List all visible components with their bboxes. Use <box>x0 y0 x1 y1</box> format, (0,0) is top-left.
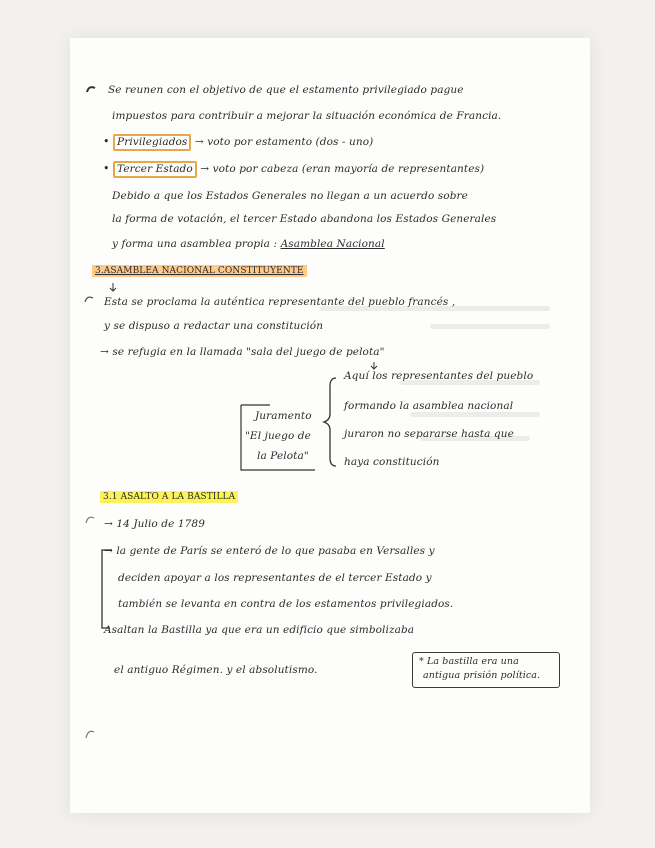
bullet-dot: • <box>103 162 110 175</box>
bastilla-heading <box>100 492 238 502</box>
privilegiados-detail: → voto por estamento (dos - uno) <box>194 136 374 148</box>
bastilla-date: → 14 Julio de 1789 <box>104 518 205 530</box>
asamblea-line-3: → se refugia en la llamada "sala del juego de pelota" <box>100 346 385 358</box>
asamblea-line-1: Esta se proclama la auténtica representante del pueblo francés , <box>104 296 456 308</box>
privilegiados-term: Privilegiados <box>113 134 191 151</box>
bastilla-note-box <box>412 652 560 688</box>
bastilla-line-5: el antiguo Régimen. y el absolutismo. <box>114 664 318 676</box>
juramento-line-3: la Pelota" <box>257 450 309 462</box>
intro-line-debido: Debido a que los Estados Generales no llegan a un acuerdo sobre <box>112 190 468 202</box>
bastilla-heading-text: 3.1 ASALTO A LA BASTILLA <box>100 491 238 503</box>
tercer-estado-term: Tercer Estado <box>113 161 197 178</box>
aqui-line-4: haya constitución <box>344 456 440 468</box>
bullet-dot: • <box>103 135 110 148</box>
note-line-2: antigua prisión política. <box>423 670 541 681</box>
bastilla-line-3: también se levanta en contra de los estamentos privilegiados. <box>118 598 454 610</box>
asamblea-lead: y forma una asamblea propia : <box>112 238 278 250</box>
asamblea-line-2: y se dispuso a redactar una constitución <box>104 320 324 332</box>
tercer-estado-detail: → voto por cabeza (eran mayoría de representantes) <box>200 163 485 175</box>
note-line-1: * La bastilla era una <box>419 656 519 667</box>
bastilla-line-2: deciden apoyar a los representantes de el tercer Estado y <box>118 572 432 584</box>
bastilla-line-4: Asaltan la Bastilla ya que era un edificio que simbolizaba <box>104 624 415 636</box>
juramento-line-1: Juramento <box>255 410 312 422</box>
aqui-line-2: formando la asamblea nacional <box>344 400 514 412</box>
bullet-tercer-estado <box>103 161 484 178</box>
aqui-line-1: Aquí los representantes del pueblo <box>344 370 534 382</box>
juramento-line-2: "El juego de <box>245 430 311 442</box>
bullet-privilegiados <box>103 134 373 151</box>
bastilla-line-1: → la gente de París se enteró de lo que pasaba en Versalles y <box>104 545 435 557</box>
aqui-line-3: juraron no separarse hasta que <box>344 428 514 440</box>
asamblea-nacional-term: Asamblea Nacional <box>280 238 385 250</box>
intro-line-forma: la forma de votación, el tercer Estado abandona los Estados Generales <box>112 213 497 225</box>
asamblea-heading-text: 3.ASAMBLEA NACIONAL CONSTITUYENTE <box>92 265 307 277</box>
asamblea-heading <box>92 266 307 276</box>
intro-line-asamblea <box>112 238 385 250</box>
intro-line-2: impuestos para contribuir a mejorar la situación económica de Francia. <box>112 110 502 122</box>
intro-line-1: Se reunen con el objetivo de que el estamento privilegiado pague <box>108 84 464 96</box>
